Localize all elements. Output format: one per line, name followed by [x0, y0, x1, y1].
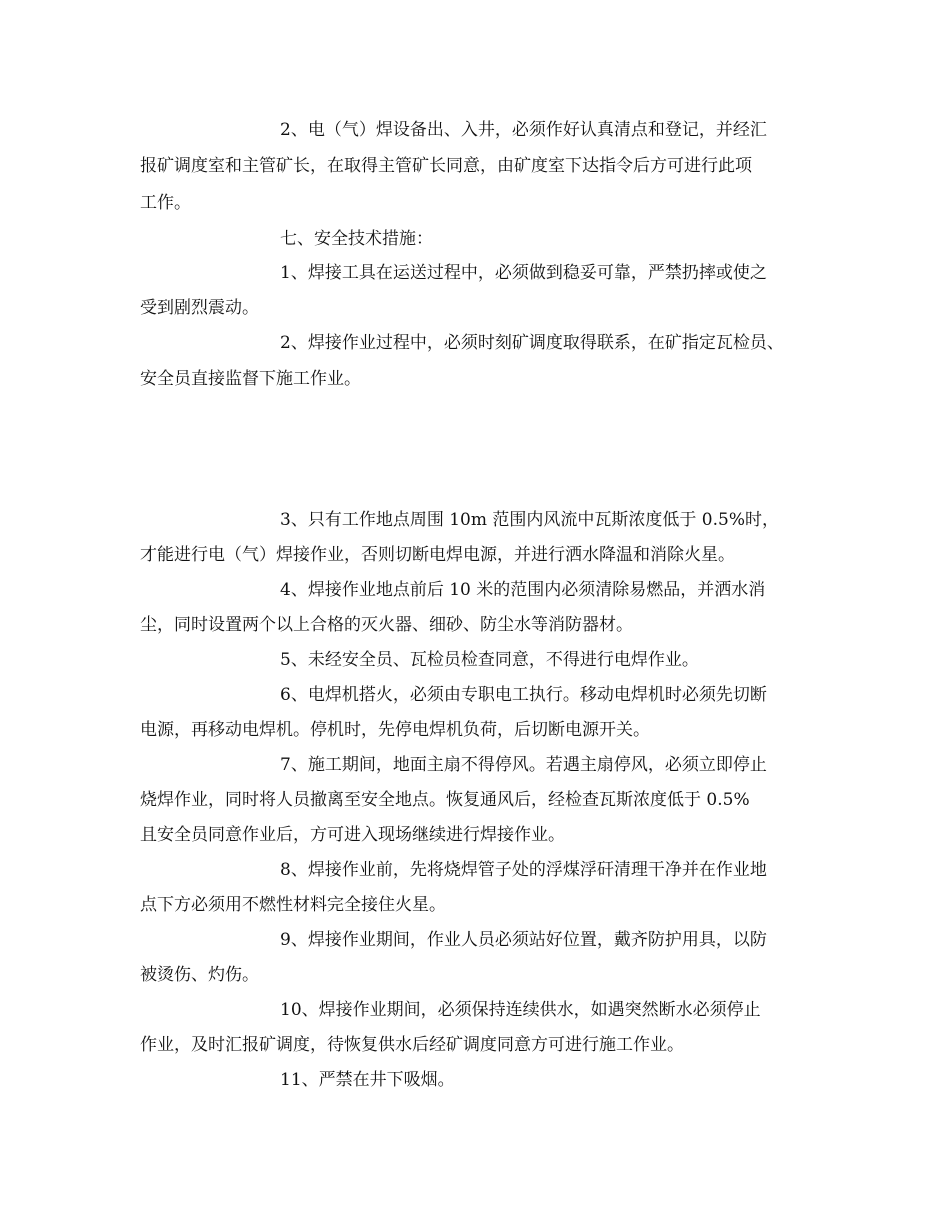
- measure-item-8: 8、焊接作业前，先将烧焊管子处的浮煤浮矸清理干净并在作业地: [280, 860, 767, 880]
- text-line: 2、电（气）焊设备出、入井，必须作好认真清点和登记，并经汇: [280, 120, 767, 140]
- text-line: 工作。: [140, 193, 191, 213]
- text-line: 电源，再移动电焊机。停机时，先停电焊机负荷，后切断电源开关。: [140, 720, 650, 740]
- measure-item-9: 9、焊接作业期间，作业人员必须站好位置，戴齐防护用具，以防: [280, 930, 767, 950]
- text-line: 烧焊作业，同时将人员撤离至安全地点。恢复通风后，经检查瓦斯浓度低于 0.5%: [140, 790, 750, 810]
- text-line: 且安全员同意作业后，方可进入现场继续进行焊接作业。: [140, 825, 565, 845]
- measure-item-3: 3、只有工作地点周围 10m 范围内风流中瓦斯浓度低于 0.5%时，: [280, 510, 779, 530]
- measure-item-4: 4、焊接作业地点前后 10 米的范围内必须清除易燃品，并洒水消: [280, 580, 766, 600]
- text-line: 安全员直接监督下施工作业。: [140, 369, 361, 389]
- text-line: 点下方必须用不燃性材料完全接住火星。: [140, 895, 446, 915]
- text-line: 被烫伤、灼伤。: [140, 965, 259, 985]
- measure-item-5: 5、未经安全员、瓦检员检查同意，不得进行电焊作业。: [280, 650, 699, 670]
- measure-item-6: 6、电焊机搭火，必须由专职电工执行。移动电焊机时必须先切断: [280, 685, 767, 705]
- measure-item-11: 11、严禁在井下吸烟。: [280, 1070, 455, 1090]
- measure-item-1: 1、焊接工具在运送过程中，必须做到稳妥可靠，严禁扔摔或使之: [280, 263, 767, 283]
- text-line: 尘，同时设置两个以上合格的灭火器、细砂、防尘水等消防器材。: [140, 615, 633, 635]
- text-line: 作业，及时汇报矿调度，待恢复供水后经矿调度同意方可进行施工作业。: [140, 1035, 684, 1055]
- measure-item-2: 2、焊接作业过程中，必须时刻矿调度取得联系，在矿指定瓦检员、: [280, 333, 784, 353]
- text-line: 才能进行电（气）焊接作业，否则切断电焊电源，并进行洒水降温和消除火星。: [140, 545, 735, 565]
- measure-item-10: 10、焊接作业期间，必须保持连续供水，如遇突然断水必须停止: [280, 1000, 761, 1020]
- text-line: 报矿调度室和主管矿长，在取得主管矿长同意，由矿度室下达指令后方可进行此项: [140, 156, 752, 176]
- heading-text: 七、安全技术措施：: [280, 229, 433, 249]
- text-line: 受到剧烈震动。: [140, 298, 259, 318]
- measure-item-7: 7、施工期间，地面主扇不得停风。若遇主扇停风，必须立即停止: [280, 755, 767, 775]
